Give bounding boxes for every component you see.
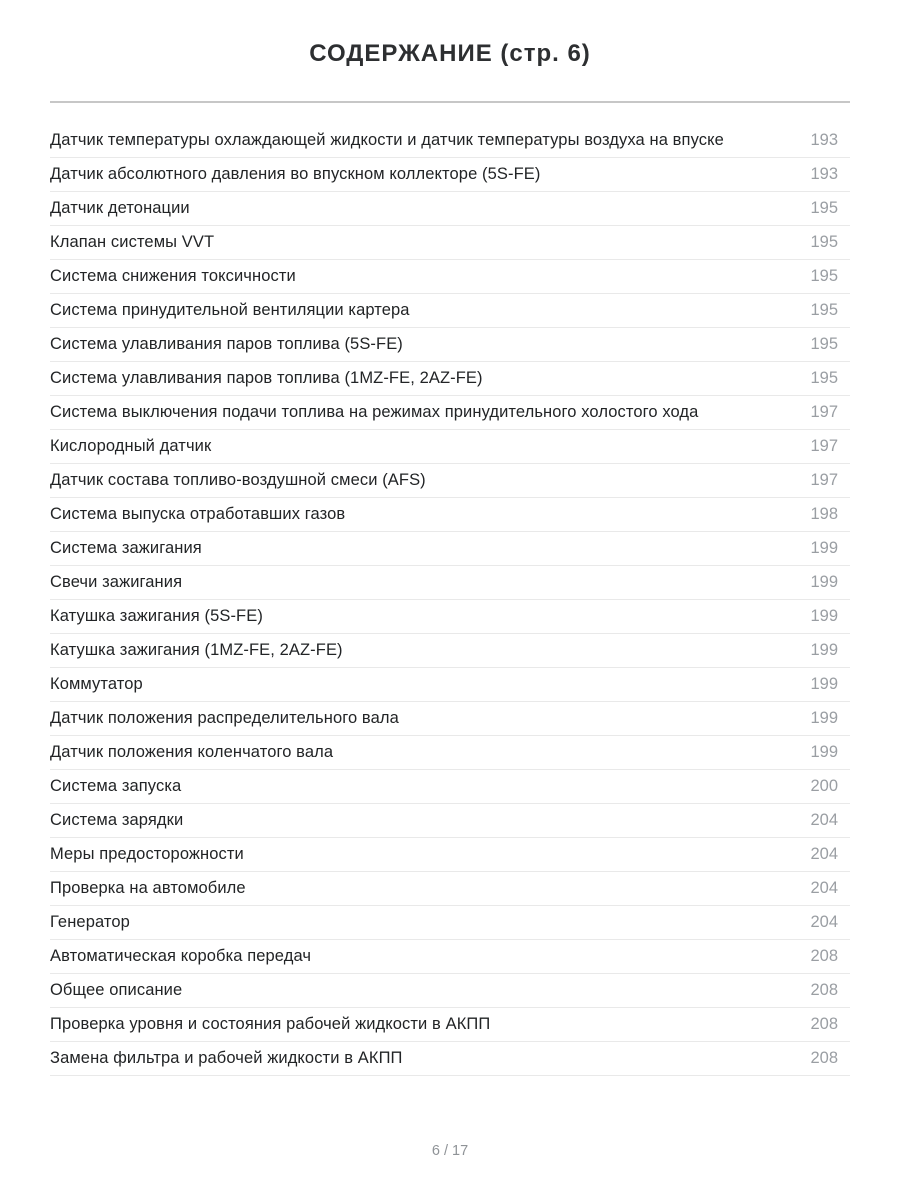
toc-row[interactable] <box>50 872 850 906</box>
toc-entry-label: Система зажигания <box>50 538 202 557</box>
toc-entry-label: Система улавливания паров топлива (5S-FE) <box>50 334 403 353</box>
toc-row[interactable] <box>50 974 850 1008</box>
toc-entry-label: Датчик детонации <box>50 198 190 217</box>
toc-entry-page: 199 <box>810 674 838 693</box>
toc-row[interactable] <box>50 770 850 804</box>
toc-row[interactable] <box>50 498 850 532</box>
toc-entry-page: 208 <box>810 946 838 965</box>
toc-entry-page: 208 <box>810 1014 838 1033</box>
toc-entry-page: 197 <box>810 436 838 455</box>
toc-row[interactable] <box>50 464 850 498</box>
toc-entry-label: Система выключения подачи топлива на режимах принудительного холостого хода <box>50 402 699 421</box>
toc-entry-page: 200 <box>810 776 838 795</box>
toc-entry-page: 208 <box>810 1048 838 1067</box>
toc-row[interactable] <box>50 124 850 158</box>
toc-entry-label: Датчик положения распределительного вала <box>50 708 399 727</box>
toc-row[interactable] <box>50 396 850 430</box>
toc-entry-label: Клапан системы VVT <box>50 232 215 251</box>
toc-row[interactable] <box>50 362 850 396</box>
toc-entry-page: 197 <box>810 402 838 421</box>
toc-entry-label: Система улавливания паров топлива (1MZ-FE, 2AZ-FE) <box>50 368 483 387</box>
page-indicator: 6 / 17 <box>431 1143 469 1159</box>
title-divider <box>50 101 850 103</box>
toc-entry-page: 204 <box>810 878 838 897</box>
toc-entry-page: 204 <box>810 912 838 931</box>
toc-entry-label: Генератор <box>50 912 130 931</box>
toc-entry-label: Система выпуска отработавших газов <box>50 504 346 523</box>
toc-entry-page: 195 <box>810 334 838 353</box>
toc-entry-page: 204 <box>810 810 838 829</box>
toc-row[interactable] <box>50 192 850 226</box>
toc-entry-page: 199 <box>810 572 838 591</box>
toc-entry-page: 199 <box>810 742 838 761</box>
toc-entry-page: 195 <box>810 266 838 285</box>
toc-row[interactable] <box>50 294 850 328</box>
toc-row[interactable] <box>50 600 850 634</box>
toc-entry-label: Система снижения токсичности <box>50 266 296 285</box>
toc-row[interactable] <box>50 838 850 872</box>
toc-entry-label: Проверка на автомобиле <box>50 878 246 897</box>
toc-row[interactable] <box>50 1042 850 1076</box>
toc-entry-page: 198 <box>810 504 838 523</box>
toc-entry-label: Общее описание <box>50 980 183 999</box>
toc-entry-label: Система зарядки <box>50 810 184 829</box>
toc-entry-page: 199 <box>810 538 838 557</box>
toc-entry-page: 199 <box>810 606 838 625</box>
toc-entry-page: 199 <box>810 640 838 659</box>
toc-entry-page: 195 <box>810 368 838 387</box>
toc-entry-label: Свечи зажигания <box>50 572 183 591</box>
toc-row[interactable] <box>50 906 850 940</box>
toc-row[interactable] <box>50 940 850 974</box>
toc-row[interactable] <box>50 158 850 192</box>
toc-entry-page: 195 <box>810 300 838 319</box>
toc-entry-label: Датчик температуры охлаждающей жидкости и датчик температуры воздуха на впуске <box>50 130 724 149</box>
toc-entry-label: Замена фильтра и рабочей жидкости в АКПП <box>50 1048 403 1067</box>
toc-row[interactable] <box>50 430 850 464</box>
toc-entry-page: 197 <box>810 470 838 489</box>
toc-row[interactable] <box>50 328 850 362</box>
toc-entry-page: 199 <box>810 708 838 727</box>
toc-entry-label: Меры предосторожности <box>50 844 244 863</box>
toc-entry-page: 193 <box>810 130 838 149</box>
toc-entry-page: 195 <box>810 198 838 217</box>
toc-row[interactable] <box>50 668 850 702</box>
toc-list <box>50 124 850 1076</box>
toc-entry-page: 204 <box>810 844 838 863</box>
toc-entry-page: 193 <box>810 164 838 183</box>
toc-entry-page: 195 <box>810 232 838 251</box>
toc-row[interactable] <box>50 1008 850 1042</box>
toc-entry-label: Автоматическая коробка передач <box>50 946 312 965</box>
toc-entry-label: Катушка зажигания (1MZ-FE, 2AZ-FE) <box>50 640 343 659</box>
toc-entry-label: Коммутатор <box>50 674 143 693</box>
page-title: СОДЕРЖАНИЕ (стр. 6) <box>309 40 591 67</box>
toc-entry-label: Датчик положения коленчатого вала <box>50 742 334 761</box>
toc-row[interactable] <box>50 736 850 770</box>
toc-row[interactable] <box>50 702 850 736</box>
toc-entry-page: 208 <box>810 980 838 999</box>
toc-entry-label: Катушка зажигания (5S-FE) <box>50 606 263 625</box>
toc-row[interactable] <box>50 532 850 566</box>
toc-entry-label: Датчик состава топливо-воздушной смеси (AFS) <box>50 470 426 489</box>
toc-entry-label: Система принудительной вентиляции картера <box>50 300 410 319</box>
toc-row[interactable] <box>50 566 850 600</box>
toc-entry-label: Система запуска <box>50 776 182 795</box>
toc-row[interactable] <box>50 804 850 838</box>
toc-entry-label: Кислородный датчик <box>50 436 212 455</box>
toc-row[interactable] <box>50 226 850 260</box>
toc-row[interactable] <box>50 260 850 294</box>
toc-row[interactable] <box>50 634 850 668</box>
toc-entry-label: Датчик абсолютного давления во впускном коллекторе (5S-FE) <box>50 164 541 183</box>
toc-entry-label: Проверка уровня и состояния рабочей жидкости в АКПП <box>50 1014 491 1033</box>
